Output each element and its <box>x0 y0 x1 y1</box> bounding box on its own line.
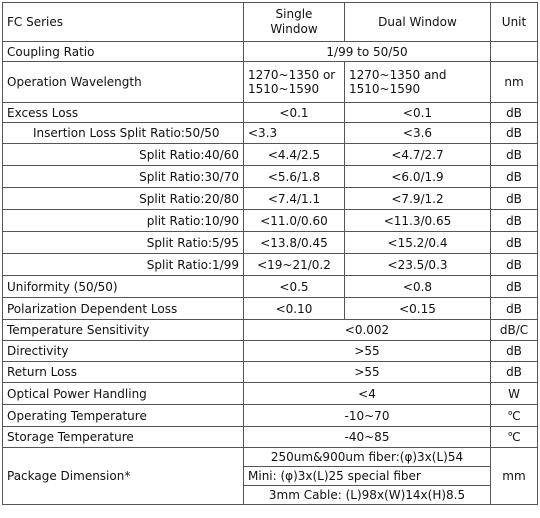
value-il30-single: <5.6/1.8 <box>244 166 345 188</box>
value-il10-dual: <11.3/0.65 <box>345 210 491 232</box>
row-package-1 <box>3 448 538 467</box>
spec-table <box>2 2 538 505</box>
row-coupling-ratio <box>3 42 538 62</box>
unit-il30: dB <box>491 166 538 188</box>
header-series: FC Series <box>3 3 244 42</box>
label-split-40-60: Split Ratio:40/60 <box>3 144 244 166</box>
wavelength-dual-line2: 1510~1590 <box>349 82 421 96</box>
unit-storage-temperature: ℃ <box>491 427 538 448</box>
label-split-1-99: Split Ratio:1/99 <box>3 254 244 276</box>
row-return-loss <box>3 362 538 383</box>
value-excess-dual: <0.1 <box>345 103 491 123</box>
unit-coupling-ratio <box>491 42 538 62</box>
row-split-1-99 <box>3 254 538 276</box>
value-excess-single: <0.1 <box>244 103 345 123</box>
label-pdl: Polarization Dependent Loss <box>3 298 244 320</box>
value-temperature-sensitivity: <0.002 <box>244 320 491 341</box>
row-insertion-loss-50 <box>3 123 538 144</box>
label-optical-power: Optical Power Handling <box>3 383 244 405</box>
row-operation-wavelength <box>3 62 538 103</box>
value-uniformity-dual: <0.8 <box>345 276 491 298</box>
row-directivity <box>3 341 538 362</box>
unit-il1: dB <box>491 254 538 276</box>
unit-uniformity: dB <box>491 276 538 298</box>
wavelength-single-line1: 1270~1350 or <box>248 68 336 82</box>
row-temperature-sensitivity <box>3 320 538 341</box>
header-single-line2: Window <box>270 22 318 36</box>
unit-directivity: dB <box>491 341 538 362</box>
value-optical-power: <4 <box>244 383 491 405</box>
value-il1-single: <19~21/0.2 <box>244 254 345 276</box>
value-il30-dual: <6.0/1.9 <box>345 166 491 188</box>
unit-il50: dB <box>491 123 538 144</box>
label-split-5-95: Split Ratio:5/95 <box>3 232 244 254</box>
row-split-30-70 <box>3 166 538 188</box>
header-unit: Unit <box>491 3 538 42</box>
value-il40-single: <4.4/2.5 <box>244 144 345 166</box>
label-operating-temperature: Operating Temperature <box>3 405 244 427</box>
label-coupling-ratio: Coupling Ratio <box>3 42 244 62</box>
unit-excess-loss: dB <box>491 103 538 123</box>
row-uniformity <box>3 276 538 298</box>
row-split-40-60 <box>3 144 538 166</box>
value-coupling-ratio: 1/99 to 50/50 <box>244 42 491 62</box>
label-storage-temperature: Storage Temperature <box>3 427 244 448</box>
header-single-line1: Single <box>275 7 313 21</box>
row-split-10-90 <box>3 210 538 232</box>
value-pdl-single: <0.10 <box>244 298 345 320</box>
value-pdl-dual: <0.15 <box>345 298 491 320</box>
label-split-20-80: Split Ratio:20/80 <box>3 188 244 210</box>
label-excess-loss: Excess Loss <box>3 103 244 123</box>
value-il50-dual: <3.6 <box>345 123 491 144</box>
header-row <box>3 3 538 42</box>
unit-il40: dB <box>491 144 538 166</box>
unit-il5: dB <box>491 232 538 254</box>
row-pdl <box>3 298 538 320</box>
row-optical-power <box>3 383 538 405</box>
value-uniformity-single: <0.5 <box>244 276 345 298</box>
label-uniformity: Uniformity (50/50) <box>3 276 244 298</box>
row-operating-temperature <box>3 405 538 427</box>
label-return-loss: Return Loss <box>3 362 244 383</box>
label-package-dimension: Package Dimension* <box>3 448 244 505</box>
value-package-line3: 3mm Cable: (L)98x(W)14x(H)8.5 <box>244 486 491 505</box>
value-il5-dual: <15.2/0.4 <box>345 232 491 254</box>
value-return-loss: >55 <box>244 362 491 383</box>
value-il5-single: <13.8/0.45 <box>244 232 345 254</box>
label-insertion-loss-50: Insertion Loss Split Ratio:50/50 <box>3 123 244 144</box>
unit-wavelength: nm <box>491 62 538 103</box>
label-split-10-90: plit Ratio:10/90 <box>3 210 244 232</box>
value-il50-single: <3.3 <box>244 123 345 144</box>
value-operating-temperature: -10~70 <box>244 405 491 427</box>
value-package-line1: 250um&900um fiber:(φ)3x(L)54 <box>244 448 491 467</box>
value-directivity: >55 <box>244 341 491 362</box>
row-split-20-80 <box>3 188 538 210</box>
unit-temperature-sensitivity: dB/C <box>491 320 538 341</box>
row-split-5-95 <box>3 232 538 254</box>
header-single-window <box>244 3 345 42</box>
row-excess-loss <box>3 103 538 123</box>
unit-return-loss: dB <box>491 362 538 383</box>
unit-pdl: dB <box>491 298 538 320</box>
wavelength-dual-line1: 1270~1350 and <box>349 68 447 82</box>
label-operation-wavelength: Operation Wavelength <box>3 62 244 103</box>
header-dual-window: Dual Window <box>345 3 491 42</box>
value-il20-single: <7.4/1.1 <box>244 188 345 210</box>
label-directivity: Directivity <box>3 341 244 362</box>
value-il20-dual: <7.9/1.2 <box>345 188 491 210</box>
unit-il10: dB <box>491 210 538 232</box>
value-il40-dual: <4.7/2.7 <box>345 144 491 166</box>
unit-il20: dB <box>491 188 538 210</box>
row-storage-temperature <box>3 427 538 448</box>
unit-package-dimension: mm <box>491 448 538 505</box>
unit-optical-power: W <box>491 383 538 405</box>
label-temperature-sensitivity: Temperature Sensitivity <box>3 320 244 341</box>
wavelength-single-line2: 1510~1590 <box>248 82 320 96</box>
value-package-line2: Mini: (φ)3x(L)25 special fiber <box>244 467 491 486</box>
value-storage-temperature: -40~85 <box>244 427 491 448</box>
value-wavelength-single <box>244 62 345 103</box>
unit-operating-temperature: ℃ <box>491 405 538 427</box>
label-split-30-70: Split Ratio:30/70 <box>3 166 244 188</box>
value-il1-dual: <23.5/0.3 <box>345 254 491 276</box>
value-il10-single: <11.0/0.60 <box>244 210 345 232</box>
value-wavelength-dual <box>345 62 491 103</box>
